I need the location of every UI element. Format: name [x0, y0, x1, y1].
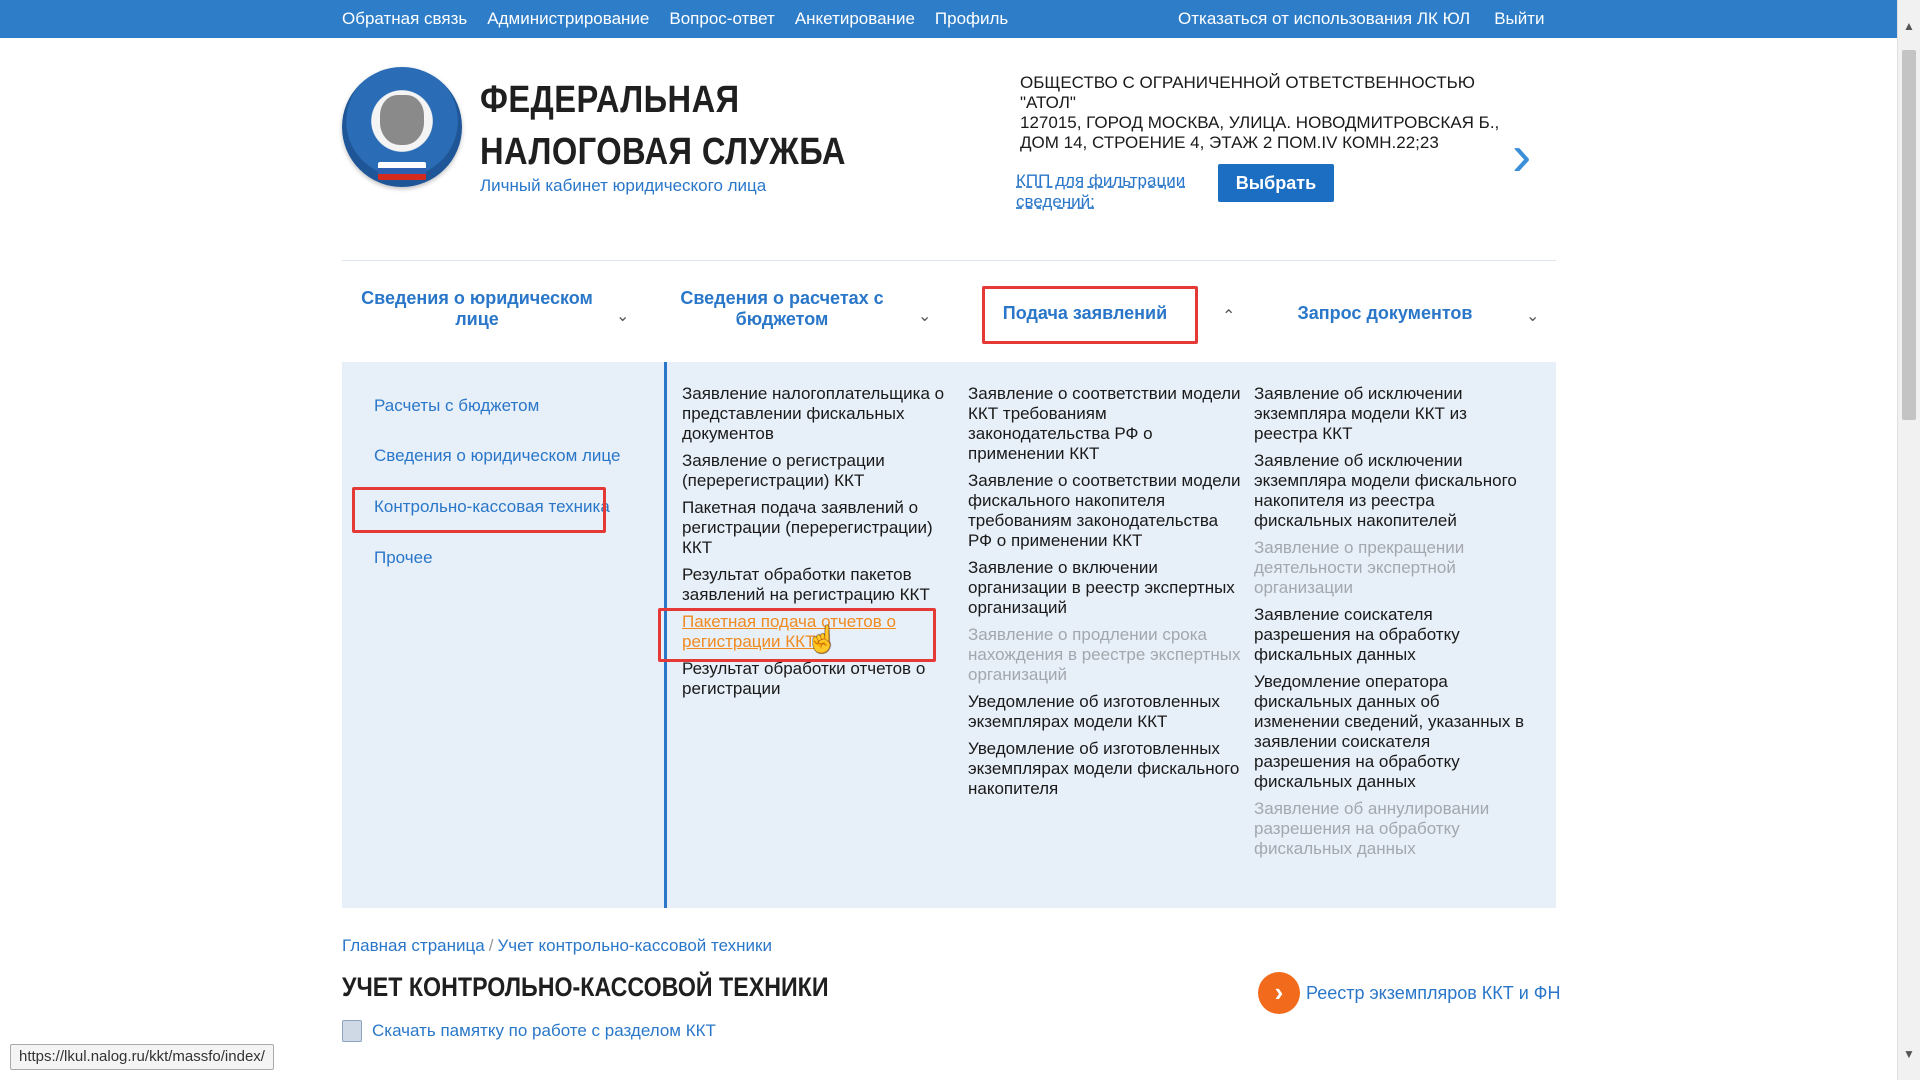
- chevron-up-icon[interactable]: ⌃: [1222, 308, 1236, 325]
- chevron-down-icon[interactable]: ⌄: [616, 308, 630, 325]
- tab-submit-applications[interactable]: Подача заявлений: [1002, 303, 1168, 323]
- flag-icon: [378, 162, 426, 180]
- topbar-link-admin[interactable]: Администрирование: [487, 9, 650, 28]
- menu-item[interactable]: Заявление о соответствии модели фискального накопителя требованиям законодательства РФ о применении ККТ: [968, 471, 1241, 550]
- hand-cursor-icon: ☝: [806, 624, 839, 654]
- opt-out-link[interactable]: Отказаться от использования ЛК ЮЛ: [1178, 9, 1471, 28]
- tab-legal-entity-info[interactable]: Сведения о юридическом лице: [361, 288, 593, 329]
- menu-item[interactable]: Уведомление об изготовленных экземплярах модели фискального накопителя: [968, 739, 1240, 798]
- breadcrumb-home[interactable]: Главная страница: [342, 936, 485, 955]
- menu-item[interactable]: Заявление об исключении экземпляра модели ККТ из реестра ККТ: [1254, 384, 1467, 443]
- top-links-right: [1178, 9, 1545, 29]
- side-item-legal-entity[interactable]: Сведения о юридическом лице: [374, 446, 621, 465]
- tab-request-documents[interactable]: Запрос документов: [1297, 303, 1473, 323]
- select-button[interactable]: Выбрать: [1218, 164, 1334, 202]
- company-info: [1020, 73, 1510, 153]
- menu-item[interactable]: Уведомление об изготовленных экземплярах модели ККТ: [968, 692, 1220, 731]
- org-subtitle: Личный кабинет юридического лица: [480, 176, 767, 195]
- menu-item[interactable]: Заявление налогоплательщика о представлении фискальных документов: [682, 384, 945, 443]
- menu-column-3: [1254, 384, 1530, 866]
- scroll-up-arrow-icon[interactable]: ▲: [1903, 19, 1915, 33]
- menu-column-2: [968, 384, 1244, 806]
- registry-link[interactable]: [1258, 972, 1560, 1014]
- menu-item[interactable]: Уведомление оператора фискальных данных об изменении сведений, указанных в заявлении соискателя разрешения на обработку фискальных данных: [1254, 672, 1525, 791]
- status-bar-url: https://lkul.nalog.ru/kkt/massfo/index/: [10, 1044, 274, 1070]
- menu-item[interactable]: Заявление об исключении экземпляра модели фискального накопителя из реестра фискальных накопителей: [1254, 451, 1517, 530]
- download-memo-link[interactable]: [342, 1020, 716, 1042]
- menu-item[interactable]: Заявление соискателя разрешения на обработку фискальных данных: [1254, 605, 1460, 664]
- company-address: 127015, ГОРОД МОСКВА, УЛИЦА. НОВОДМИТРОВСКАЯ Б., ДОМ 14, СТРОЕНИЕ 4, ЭТАЖ 2 ПОМ.IV КОМН.22;23: [1020, 113, 1500, 152]
- company-name: ОБЩЕСТВО С ОГРАНИЧЕННОЙ ОТВЕТСТВЕННОСТЬЮ "АТОЛ": [1020, 73, 1475, 112]
- menu-item-disabled: Заявление о прекращении деятельности экспертной организации: [1254, 538, 1465, 597]
- menu-item[interactable]: Пакетная подача заявлений о регистрации (перерегистрации) ККТ: [682, 498, 933, 557]
- menu-item[interactable]: Заявление о регистрации (перерегистрации) ККТ: [682, 451, 885, 490]
- side-item-cash-registers[interactable]: Контрольно-кассовая техника: [374, 497, 610, 516]
- eagle-icon: [380, 95, 424, 145]
- kpp-filter-label[interactable]: КПП для фильтрации сведений:: [1016, 171, 1186, 211]
- top-navigation-bar: [0, 0, 1898, 38]
- logout-link[interactable]: Выйти: [1494, 9, 1545, 28]
- topbar-link-feedback[interactable]: Обратная связь: [342, 9, 468, 28]
- top-links: [342, 9, 1008, 29]
- highlight-box-menu-item: [658, 608, 936, 662]
- download-memo-label[interactable]: Скачать памятку по работе с разделом ККТ: [372, 1021, 716, 1040]
- header-divider: [342, 260, 1556, 261]
- highlight-box-tab: [982, 286, 1198, 344]
- breadcrumb-separator: /: [488, 936, 494, 955]
- vertical-scrollbar[interactable]: [1897, 0, 1920, 1080]
- chevron-right-icon[interactable]: ›: [1512, 123, 1532, 188]
- menu-item-disabled: Заявление об аннулировании разрешения на обработку фискальных данных: [1254, 799, 1490, 858]
- breadcrumb: [342, 936, 772, 956]
- scroll-thumb[interactable]: [1902, 50, 1916, 420]
- topbar-link-survey[interactable]: Анкетирование: [794, 9, 915, 28]
- arrow-right-circle-icon[interactable]: ›: [1258, 972, 1300, 1014]
- menu-item[interactable]: Заявление о включении организации в реестр экспертных организаций: [968, 558, 1235, 617]
- chevron-down-icon[interactable]: ⌄: [918, 308, 932, 325]
- dropdown-menu-panel: [342, 362, 1556, 908]
- topbar-link-faq[interactable]: Вопрос-ответ: [669, 9, 775, 28]
- scroll-down-arrow-icon[interactable]: ▼: [1903, 1047, 1915, 1061]
- menu-item[interactable]: Результат обработки отчетов о регистрации: [682, 659, 926, 698]
- side-item-budget[interactable]: Расчеты с бюджетом: [374, 396, 540, 415]
- menu-item[interactable]: Результат обработки пакетов заявлений на регистрацию ККТ: [682, 565, 930, 604]
- document-icon: [342, 1020, 362, 1042]
- breadcrumb-current[interactable]: Учет контрольно-кассовой техники: [497, 936, 772, 955]
- menu-item-disabled: Заявление о продлении срока нахождения в реестре экспертных организаций: [968, 625, 1241, 684]
- chevron-down-icon[interactable]: ⌄: [1526, 308, 1540, 325]
- side-item-other[interactable]: Прочее: [374, 548, 433, 567]
- fns-emblem-logo[interactable]: [342, 67, 462, 187]
- registry-link-label[interactable]: Реестр экземпляров ККТ и ФН: [1306, 982, 1561, 1003]
- tab-budget-settlements[interactable]: Сведения о расчетах с бюджетом: [680, 288, 884, 329]
- topbar-link-profile[interactable]: Профиль: [934, 9, 1009, 28]
- menu-item[interactable]: Заявление о соответствии модели ККТ требованиям законодательства РФ о применении ККТ: [968, 384, 1241, 463]
- page-title: УЧЕТ КОНТРОЛЬНО-КАССОВОЙ ТЕХНИКИ: [342, 972, 829, 1002]
- org-title: ФЕДЕРАЛЬНАЯ НАЛОГОВАЯ СЛУЖБА: [480, 79, 846, 173]
- highlight-box-side-item: [352, 487, 606, 533]
- menu-item-batch-reports[interactable]: Пакетная подача отчетов о регистрации ККТ: [682, 612, 896, 651]
